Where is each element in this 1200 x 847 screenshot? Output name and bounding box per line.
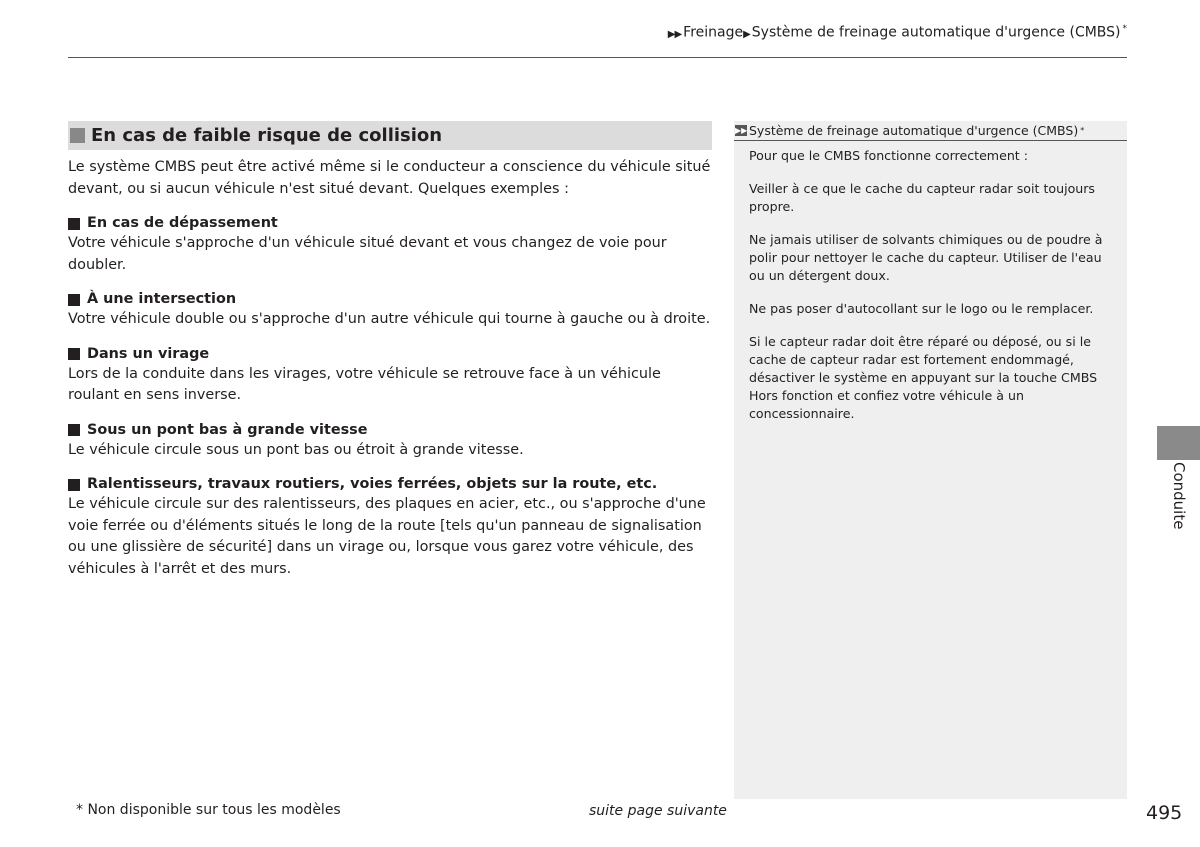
- sidebar-header-text: Système de freinage automatique d'urgence (CMBS): [749, 123, 1079, 138]
- chapter-tab: [1157, 426, 1200, 460]
- main-column: [68, 121, 712, 580]
- double-triangle-icon: ▶▶: [667, 28, 682, 40]
- list-item: [68, 214, 712, 276]
- continued-note: suite page suivante: [589, 803, 727, 819]
- reference-icon: ▶▶: [735, 126, 748, 135]
- sidebar-paragraph: Si le capteur radar doit être réparé ou déposé, ou si le cache de capteur radar est fortement endommagé, désactiver le système en appuyant sur la touche CMBS Hors fonction et confiez votre véhicule à un concessionnaire.: [749, 334, 1098, 421]
- item-text: Lors de la conduite dans les virages, votre véhicule se retrouve face à un véhicule roulant en sens inverse.: [68, 365, 661, 403]
- sidebar-header: [734, 121, 1127, 141]
- item-heading: [68, 421, 712, 440]
- page-number: 495: [1146, 802, 1183, 824]
- item-heading-text: Dans un virage: [87, 345, 210, 362]
- sidebar-paragraph: Pour que le CMBS fonctionne correctement :: [749, 148, 1028, 163]
- breadcrumb-part-1: Freinage: [683, 24, 744, 41]
- sidebar-header-mark: *: [1080, 126, 1085, 135]
- breadcrumb: [668, 24, 1127, 41]
- black-square-icon: [68, 348, 80, 360]
- list-item: [68, 475, 712, 580]
- black-square-icon: [68, 424, 80, 436]
- footnote: * Non disponible sur tous les modèles: [76, 802, 341, 818]
- triangle-icon: ▶: [743, 28, 750, 40]
- intro-text: Le système CMBS peut être activé même si le conducteur a conscience du véhicule situé devant, ou si aucun véhicule n'est situé devant. Quelques exemples :: [68, 159, 711, 197]
- sidebar-body: [734, 141, 1127, 423]
- item-heading: [68, 475, 712, 494]
- notes-sidebar: [734, 121, 1127, 799]
- section-title-text: En cas de faible risque de collision: [91, 125, 443, 146]
- item-heading: [68, 214, 712, 233]
- black-square-icon: [68, 479, 80, 491]
- header-rule: [68, 57, 1127, 58]
- item-heading-text: Sous un pont bas à grande vitesse: [87, 421, 368, 438]
- list-item: [68, 421, 712, 462]
- breadcrumb-part-2: Système de freinage automatique d'urgence (CMBS): [751, 24, 1121, 41]
- item-heading-text: En cas de dépassement: [87, 215, 278, 231]
- item-text: Votre véhicule double ou s'approche d'un autre véhicule qui tourne à gauche ou à droite.: [68, 311, 711, 327]
- item-heading: [68, 345, 712, 364]
- chapter-tab-label: Conduite: [1170, 462, 1188, 530]
- list-item: [68, 345, 712, 407]
- black-square-icon: [68, 294, 80, 306]
- sidebar-paragraph: Ne jamais utiliser de solvants chimiques ou de poudre à polir pour nettoyer le cache du capteur. Utiliser de l'eau ou un détergent doux.: [749, 232, 1103, 283]
- item-heading-text: Ralentisseurs, travaux routiers, voies ferrées, objets sur la route, etc.: [87, 476, 658, 492]
- item-text: Votre véhicule s'approche d'un véhicule situé devant et vous changez de voie pour doubler.: [68, 235, 667, 273]
- black-square-icon: [68, 218, 80, 230]
- item-heading: [68, 290, 712, 309]
- item-text: Le véhicule circule sur des ralentisseurs, des plaques en acier, etc., ou s'approche d'une voie ferrée ou d'éléments situés le long de la route [tels qu'un panneau de signalisation ou une glissière de sécurité] dans un virage ou, lorsque vous garez votre véhicule, des véhicules à l'arrêt et des murs.: [68, 496, 706, 577]
- gray-square-icon: [70, 128, 85, 143]
- breadcrumb-mark: *: [1122, 24, 1127, 34]
- list-item: [68, 290, 712, 331]
- sidebar-paragraph: Ne pas poser d'autocollant sur le logo ou le remplacer.: [749, 301, 1094, 316]
- sidebar-paragraph: Veiller à ce que le cache du capteur radar soit toujours propre.: [749, 181, 1095, 214]
- item-text: Le véhicule circule sous un pont bas ou étroit à grande vitesse.: [68, 441, 524, 458]
- section-title: [68, 121, 712, 150]
- item-heading-text: À une intersection: [87, 291, 237, 307]
